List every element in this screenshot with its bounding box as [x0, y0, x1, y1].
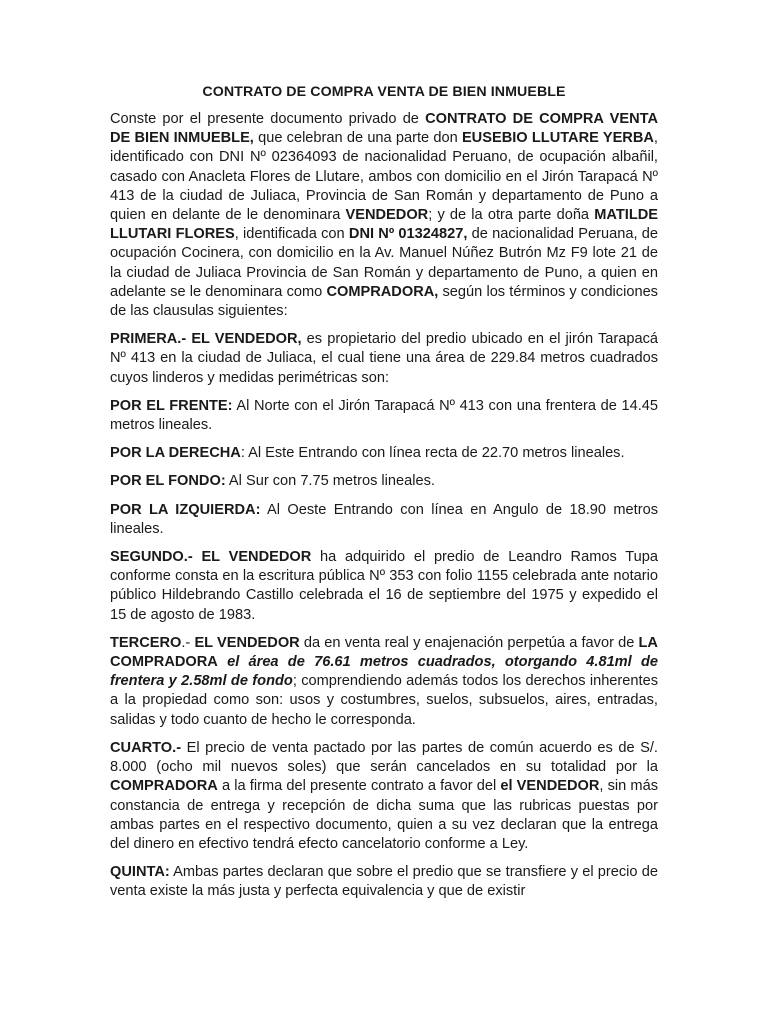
- body-text: , sin más constancia de entrega y recepción de dicha suma que las rubricas puestas por ambas partes en el respectivo documento, quien a su vez declaran que la entrega del dinero en efectivo tendrá efecto cancelatorio conforme a Ley.: [110, 778, 658, 852]
- emphasis-text: SEGUNDO.- EL VENDEDOR: [110, 549, 312, 566]
- emphasis-text: CONTRATO DE COMPRA VENTA DE BIEN INMUEBLE,: [110, 111, 659, 147]
- emphasis-text: QUINTA:: [110, 864, 170, 881]
- emphasis-text: POR LA DERECHA: [110, 445, 241, 462]
- emphasis-text: POR EL FONDO:: [110, 473, 226, 490]
- emphasis-text: PRIMERA.- EL VENDEDOR,: [110, 331, 302, 348]
- body-text: Conste por el presente documento privado de: [110, 111, 426, 127]
- paragraph-9: [110, 739, 658, 854]
- body-text: de nacionalidad Peruana, de ocupación Cocinera, con domicilio en la Av. Manuel Núñez Butrón Mz F9 lote 21 de la ciudad de Juliaca Provincia de San Román y departamento de Puno, a quien en adelante se le denominara como: [110, 226, 658, 300]
- emphasis-text: el VENDEDOR: [500, 778, 600, 795]
- emphasis-text: LA COMPRADORA: [110, 634, 658, 671]
- emphasis-text: DNI Nº 01324827,: [348, 226, 468, 243]
- body-text: : Al Este Entrando con línea recta de 22.70 metros lineales.: [240, 445, 625, 462]
- paragraph-7: [110, 548, 658, 625]
- body-text: Al Oeste Entrando con línea en Angulo de 18.90 metros lineales.: [110, 501, 658, 537]
- body-text: Al Norte con el Jirón Tarapacá Nº 413 con una frentera de 14.45 metros lineales.: [110, 397, 658, 434]
- emphasis-text: POR EL FRENTE:: [110, 397, 233, 414]
- emphasis-text: EL VENDEDOR: [194, 634, 300, 651]
- document-title: CONTRATO DE COMPRA VENTA DE BIEN INMUEBLE: [202, 84, 566, 100]
- emphasis-text: el área de 76.61 metros cuadrados, otorgando 4.81ml de frentera y 2.58ml de fondo: [110, 654, 658, 690]
- emphasis-text: VENDEDOR: [345, 207, 429, 224]
- paragraph-8: [110, 634, 658, 730]
- paragraph-6: [110, 501, 658, 539]
- document-body: [110, 110, 658, 902]
- body-text: Al Sur con 7.75 metros lineales.: [225, 473, 435, 490]
- body-text: que celebran de una parte don: [253, 130, 462, 147]
- body-text: ha adquirido el predio de Leandro Ramos Tupa conforme consta en la escritura pública Nº 353 con folio 1155 celebrada ante notario público Hildebrando Castillo celebrada el 16 de septiembre del 1975 y expedido el 15 de agosto de 1983.: [110, 549, 658, 623]
- body-text: según los términos y condiciones de las clausulas siguientes:: [110, 283, 658, 320]
- body-text: , identificada con: [234, 226, 349, 243]
- body-text: .-: [181, 634, 195, 651]
- body-text: ; comprendiendo además todos los derechos inherentes a la propiedad como son: usos y costumbres, suelos, subsuelos, aires, entradas, salidas y todo cuanto de hecho le corresponda.: [110, 673, 658, 728]
- emphasis-text: CUARTO.-: [110, 739, 182, 756]
- body-text: ; y de la otra parte doña: [428, 207, 595, 224]
- body-text: El precio de venta pactado por las partes de común acuerdo es de S/. 8.000 (ocho mil nuevos soles) que serán cancelados en su totalidad por la: [110, 739, 658, 776]
- body-text: Ambas partes declaran que sobre el predio que se transfiere y el precio de venta existe la más justa y perfecta equivalencia y que de existir: [110, 864, 658, 900]
- emphasis-text: COMPRADORA: [110, 778, 218, 795]
- body-text: a la firma del presente contrato a favor del: [217, 778, 501, 795]
- emphasis-text: EUSEBIO LLUTARE YERBA: [461, 130, 654, 147]
- emphasis-text: POR LA IZQUIERDA:: [110, 501, 261, 518]
- body-text: , identificado con DNI Nº 02364093 de nacionalidad Peruano, de ocupación albañil, casado con Anacleta Flores de Llutare, ambos con domicilio en el Jirón Tarapacá Nº 413 de la ciudad de Juliaca, Provincia de San Román y departamento de Puno a quien en delante de le denominara: [110, 130, 658, 224]
- emphasis-text: TERCERO: [110, 634, 182, 651]
- paragraph-3: [110, 397, 658, 435]
- paragraph-2: [110, 330, 658, 388]
- emphasis-text: COMPRADORA,: [326, 283, 439, 300]
- paragraph-5: [110, 472, 658, 491]
- paragraph-4: [110, 444, 658, 463]
- body-text: da en venta real y enajenación perpetúa a favor de: [299, 634, 639, 651]
- body-text: es propietario del predio ubicado en el jirón Tarapacá Nº 413 en la ciudad de Juliaca, el cual tiene una área de 229.84 metros cuadrados cuyos linderos y medidas perimétricas son:: [110, 331, 658, 386]
- paragraph-1: [110, 110, 658, 321]
- paragraph-10: [110, 863, 658, 901]
- emphasis-text: MATILDE LLUTARI FLORES: [110, 207, 659, 243]
